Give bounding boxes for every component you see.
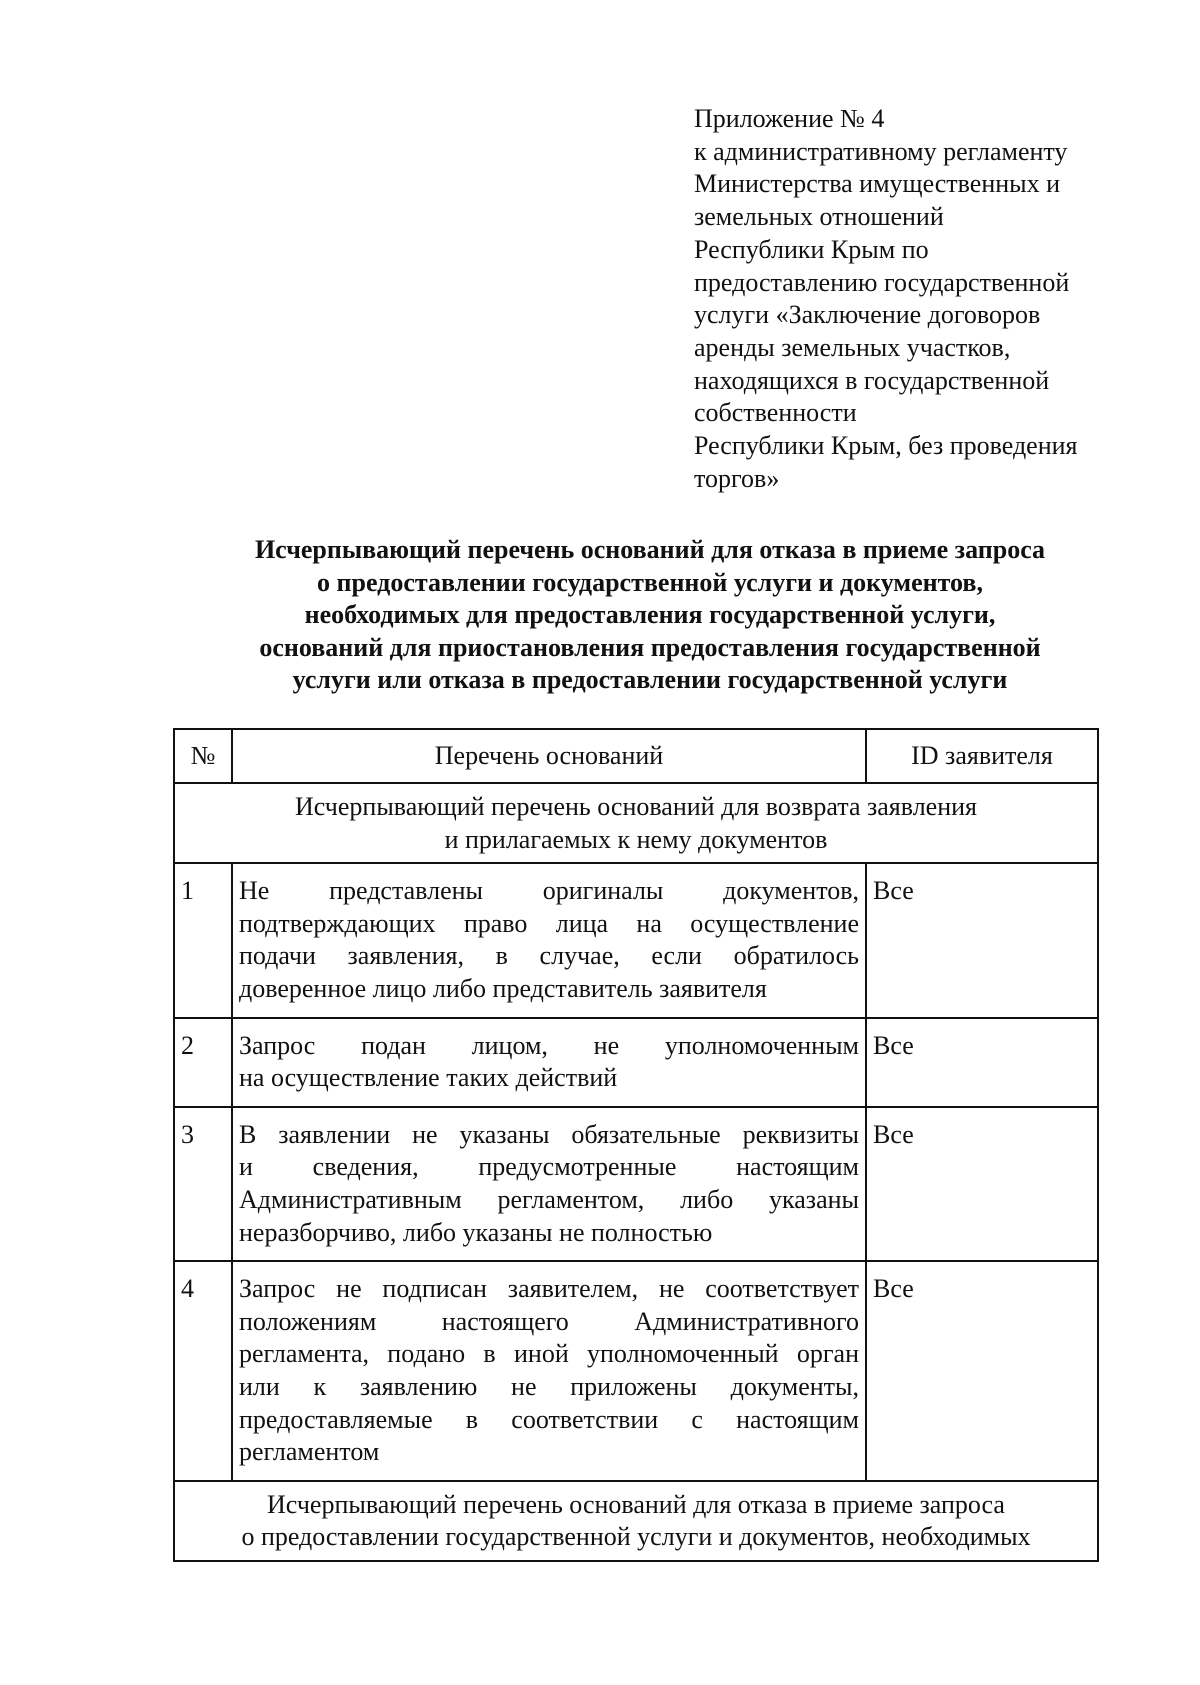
annex-line: предоставлению государственной	[694, 267, 1070, 297]
section-line: Исчерпывающий перечень оснований для отказа в приеме запроса	[267, 1489, 1005, 1519]
grounds-line: Административным регламентом, либо указаны	[239, 1184, 859, 1214]
grounds-line: положениям настоящего Административного	[239, 1306, 859, 1336]
grounds-table	[173, 728, 1099, 1562]
row-grounds	[232, 1018, 866, 1107]
annex-line: услуги «Заключение договоров	[694, 300, 1041, 330]
document-title	[120, 534, 1180, 697]
title-line: Исчерпывающий перечень оснований для отказа в приеме запроса	[254, 535, 1046, 564]
row-applicant: Все	[866, 1107, 1098, 1261]
table-row	[174, 1018, 1098, 1107]
section-line: Исчерпывающий перечень оснований для возврата заявления	[295, 792, 977, 821]
annex-line: собственности	[694, 398, 857, 428]
section-title	[174, 1481, 1098, 1561]
grounds-line: регламента, подано в иной уполномоченный орган	[239, 1339, 859, 1369]
title-line: о предоставлении государственной услуги и документов,	[317, 567, 983, 597]
annex-line: к административному регламенту	[694, 136, 1068, 166]
grounds-line: или к заявлению не приложены документы,	[239, 1371, 859, 1401]
row-number: 1	[174, 863, 232, 1017]
section-line: о предоставлении государственной услуги и документов, необходимых	[241, 1522, 1031, 1552]
row-grounds	[232, 863, 866, 1017]
grounds-line: подачи заявления, в случае, если обратилось	[239, 941, 859, 971]
annex-line: торгов»	[694, 463, 780, 493]
grounds-line: Запрос не подписан заявителем, не соответствует	[239, 1274, 859, 1304]
row-applicant: Все	[866, 1261, 1098, 1481]
grounds-line: В заявлении не указаны обязательные реквизиты	[239, 1119, 859, 1149]
section-row-return	[174, 783, 1098, 863]
grounds-line: Запрос подан лицом, не уполномоченным	[239, 1030, 859, 1060]
section-line: и прилагаемых к нему документов	[444, 824, 828, 854]
section-row-refusal	[174, 1481, 1098, 1561]
title-line: необходимых для предоставления государственной услуги,	[304, 600, 996, 629]
grounds-line: подтверждающих право лица на осуществление	[239, 908, 859, 938]
table-row	[174, 1261, 1098, 1481]
header-grounds: Перечень оснований	[232, 729, 866, 783]
annex-line: Республики Крым, без проведения	[694, 431, 1078, 461]
table-row	[174, 1107, 1098, 1261]
table-header-row	[174, 729, 1098, 783]
header-num: №	[174, 729, 232, 783]
annex-line: аренды земельных участков,	[694, 332, 1011, 362]
grounds-line: регламентом	[239, 1437, 380, 1467]
annex-reference	[694, 103, 1154, 495]
annex-line: земельных отношений	[694, 202, 944, 232]
grounds-line: Не представлены оригиналы документов,	[239, 876, 859, 906]
title-line: оснований для приостановления предоставления государственной	[259, 632, 1041, 662]
grounds-line: на осуществление таких действий	[239, 1063, 618, 1093]
title-line: услуги или отказа в предоставлении государственной услуги	[292, 665, 1008, 694]
row-applicant: Все	[866, 863, 1098, 1017]
table-row	[174, 863, 1098, 1017]
row-grounds	[232, 1261, 866, 1481]
row-grounds	[232, 1107, 866, 1261]
annex-line: Республики Крым по	[694, 234, 929, 264]
header-applicant-id: ID заявителя	[866, 729, 1098, 783]
row-number: 4	[174, 1261, 232, 1481]
row-applicant: Все	[866, 1018, 1098, 1107]
grounds-line: неразборчиво, либо указаны не полностью	[239, 1217, 713, 1247]
section-title	[174, 783, 1098, 863]
annex-line: Приложение № 4	[694, 104, 885, 133]
grounds-line: и сведения, предусмотренные настоящим	[239, 1152, 859, 1182]
row-number: 3	[174, 1107, 232, 1261]
grounds-line: предоставляемые в соответствии с настоящим	[239, 1404, 859, 1434]
annex-line: находящихся в государственной	[694, 365, 1050, 395]
grounds-line: доверенное лицо либо представитель заявителя	[239, 973, 767, 1003]
annex-line: Министерства имущественных и	[694, 169, 1061, 199]
row-number: 2	[174, 1018, 232, 1107]
